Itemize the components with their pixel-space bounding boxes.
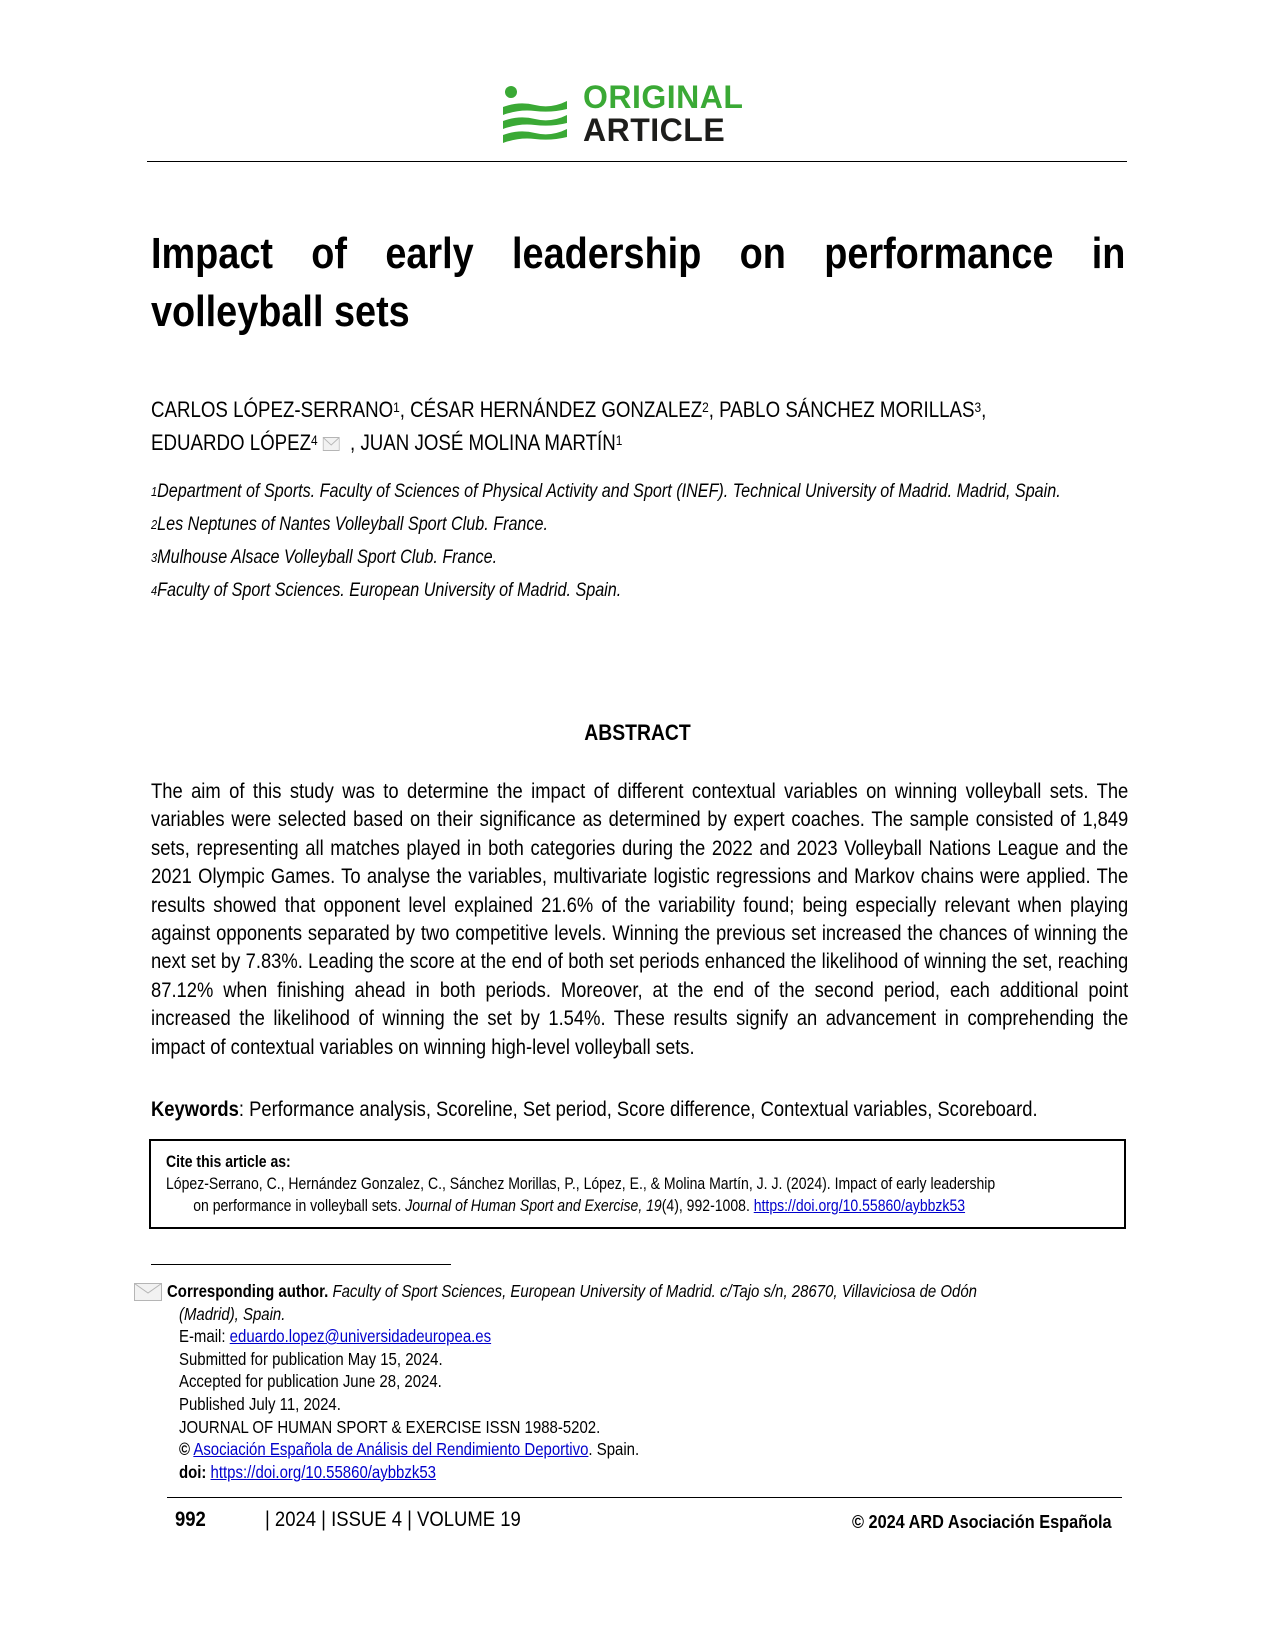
author-separator: , bbox=[399, 397, 411, 422]
author-affiliation-mark: 4 bbox=[311, 432, 318, 448]
author-name: EDUARDO LÓPEZ bbox=[151, 430, 312, 455]
affiliation-text: Mulhouse Alsace Volleyball Sport Club. France. bbox=[157, 547, 498, 568]
abstract-heading: ABSTRACT bbox=[584, 720, 691, 745]
publisher-suffix: . Spain. bbox=[588, 1439, 640, 1460]
author-separator: , bbox=[981, 397, 987, 422]
affiliation-item bbox=[151, 511, 1127, 538]
author-name: PABLO SÁNCHEZ MORILLAS bbox=[719, 397, 975, 422]
affiliation-text: Faculty of Sport Sciences. European University of Madrid. Spain. bbox=[157, 580, 622, 601]
corresponding-address-line: Faculty of Sport Sciences, European University of Madrid. c/Tajo s/n, 28670, Villaviciosa de Odón bbox=[332, 1281, 978, 1301]
envelope-icon bbox=[134, 1283, 162, 1301]
page-number: 992 bbox=[175, 1508, 206, 1531]
submitted-date: Submitted for publication May 15, 2024. bbox=[178, 1348, 443, 1369]
email-line bbox=[167, 1325, 1133, 1348]
doi-link[interactable]: https://doi.org/10.55860/aybbzk53 bbox=[210, 1461, 436, 1482]
corresponding-address-line: (Madrid), Spain. bbox=[178, 1303, 286, 1324]
author-separator: , bbox=[708, 397, 720, 422]
doi-label: doi: bbox=[178, 1461, 211, 1482]
footnote-divider bbox=[151, 1264, 451, 1265]
affiliation-list bbox=[151, 478, 1127, 610]
publisher-link[interactable]: Asociación Española de Análisis del Rendimiento Deportivo bbox=[193, 1439, 589, 1460]
copyright-symbol: © bbox=[178, 1439, 191, 1460]
author-name: CARLOS LÓPEZ-SERRANO bbox=[151, 397, 394, 422]
citation-text: (4), 992-1008. bbox=[661, 1197, 754, 1215]
journal-issn: JOURNAL OF HUMAN SPORT & EXERCISE ISSN 1988-5202. bbox=[178, 1416, 601, 1437]
citation-doi-link[interactable]: https://doi.org/10.55860/aybbzk53 bbox=[753, 1197, 966, 1215]
publisher-line bbox=[167, 1438, 1133, 1461]
header-divider bbox=[147, 161, 1127, 162]
keywords-list: : Performance analysis, Scoreline, Set period, Score difference, Contextual variables, Scoreboard. bbox=[238, 1097, 1038, 1121]
logo-word-article: ARTICLE bbox=[583, 112, 726, 148]
corresponding-address bbox=[167, 1280, 1133, 1303]
accepted-date: Accepted for publication June 28, 2024. bbox=[178, 1371, 442, 1392]
email-label: E-mail: bbox=[178, 1326, 230, 1347]
author-name: CÉSAR HERNÁNDEZ GONZALEZ bbox=[410, 397, 703, 422]
author-separator: , bbox=[344, 430, 361, 455]
citation-text: on performance in volleyball sets. bbox=[193, 1197, 406, 1215]
affiliation-item bbox=[151, 577, 1127, 604]
affiliation-number: 4 bbox=[151, 583, 158, 598]
footer-copyright: © 2024 ARD Asociación Española bbox=[852, 1511, 1112, 1532]
abstract-body: The aim of this study was to determine the impact of different contextual variables on winning volleyball sets. The variables were selected based on their significance as determined by expert coaches. The sample consisted of 1,849 sets, representing all matches played in both categories during the 2022 and 2023 Volleyball Nations League and the 2021 Olympic Games. To analyse the variables, multivariate logistic regressions and Markov chains were applied. The results showed that opponent level explained 21.6% of the variability found; being especially relevant when playing against opponents separated by two competitive levels. Winning the previous set increased the chances of winning the next set by 7.83%. Leading the score at the end of both set periods enhanced the likelihood of winning the set, reaching 87.12% when finishing ahead in both periods. Moreover, at the end of the second period, each additional point increased the likelihood of winning the set by 1.54%. These results signify an advancement in comprehending the impact of contextual variables on winning high-level volleyball sets. bbox=[151, 779, 1129, 1059]
doi-line bbox=[167, 1461, 1133, 1484]
affiliation-number: 3 bbox=[151, 550, 158, 565]
affiliation-text: Department of Sports. Faculty of Sciences of Physical Activity and Sport (INEF). Technical University of Madrid. Madrid, Spain. bbox=[157, 481, 1061, 502]
affiliation-item bbox=[151, 544, 1127, 571]
keywords-label: Keywords bbox=[151, 1097, 239, 1121]
author-name: JUAN JOSÉ MOLINA MARTÍN bbox=[360, 430, 616, 455]
stripes-logo-icon bbox=[503, 85, 567, 147]
affiliation-item bbox=[151, 478, 1127, 505]
citation-box bbox=[149, 1139, 1126, 1229]
logo-word-original: ORIGINAL bbox=[583, 79, 744, 115]
corresponding-author-note bbox=[167, 1280, 1133, 1483]
email-link[interactable]: eduardo.lopez@universidadeuropea.es bbox=[229, 1326, 492, 1347]
envelope-icon[interactable] bbox=[323, 437, 340, 451]
issue-info: | 2024 | ISSUE 4 | VOLUME 19 bbox=[265, 1508, 521, 1531]
citation-line: López-Serrano, C., Hernández Gonzalez, C., Sánchez Morillas, P., López, E., & Molina Martín, J. J. (2024). Impact of early leadership bbox=[166, 1175, 996, 1193]
citation-line bbox=[166, 1195, 1101, 1217]
author-list bbox=[151, 393, 1126, 459]
affiliation-number: 2 bbox=[151, 517, 158, 532]
corresponding-label: Corresponding author. bbox=[167, 1281, 329, 1301]
author-affiliation-mark: 3 bbox=[974, 399, 982, 415]
footer-divider bbox=[167, 1497, 1122, 1498]
published-date: Published July 11, 2024. bbox=[178, 1393, 341, 1414]
affiliation-number: 1 bbox=[151, 484, 158, 499]
citation-journal: Journal of Human Sport and Exercise, 19 bbox=[405, 1197, 662, 1215]
article-title: Impact of early leadership on performance in volleyball sets bbox=[151, 229, 1126, 336]
author-affiliation-mark: 1 bbox=[615, 432, 623, 448]
author-affiliation-mark: 1 bbox=[393, 399, 400, 415]
author-affiliation-mark: 2 bbox=[702, 399, 709, 415]
affiliation-text: Les Neptunes of Nantes Volleyball Sport Club. France. bbox=[157, 514, 548, 535]
citation-heading: Cite this article as: bbox=[166, 1153, 291, 1171]
keywords bbox=[151, 1095, 1128, 1123]
